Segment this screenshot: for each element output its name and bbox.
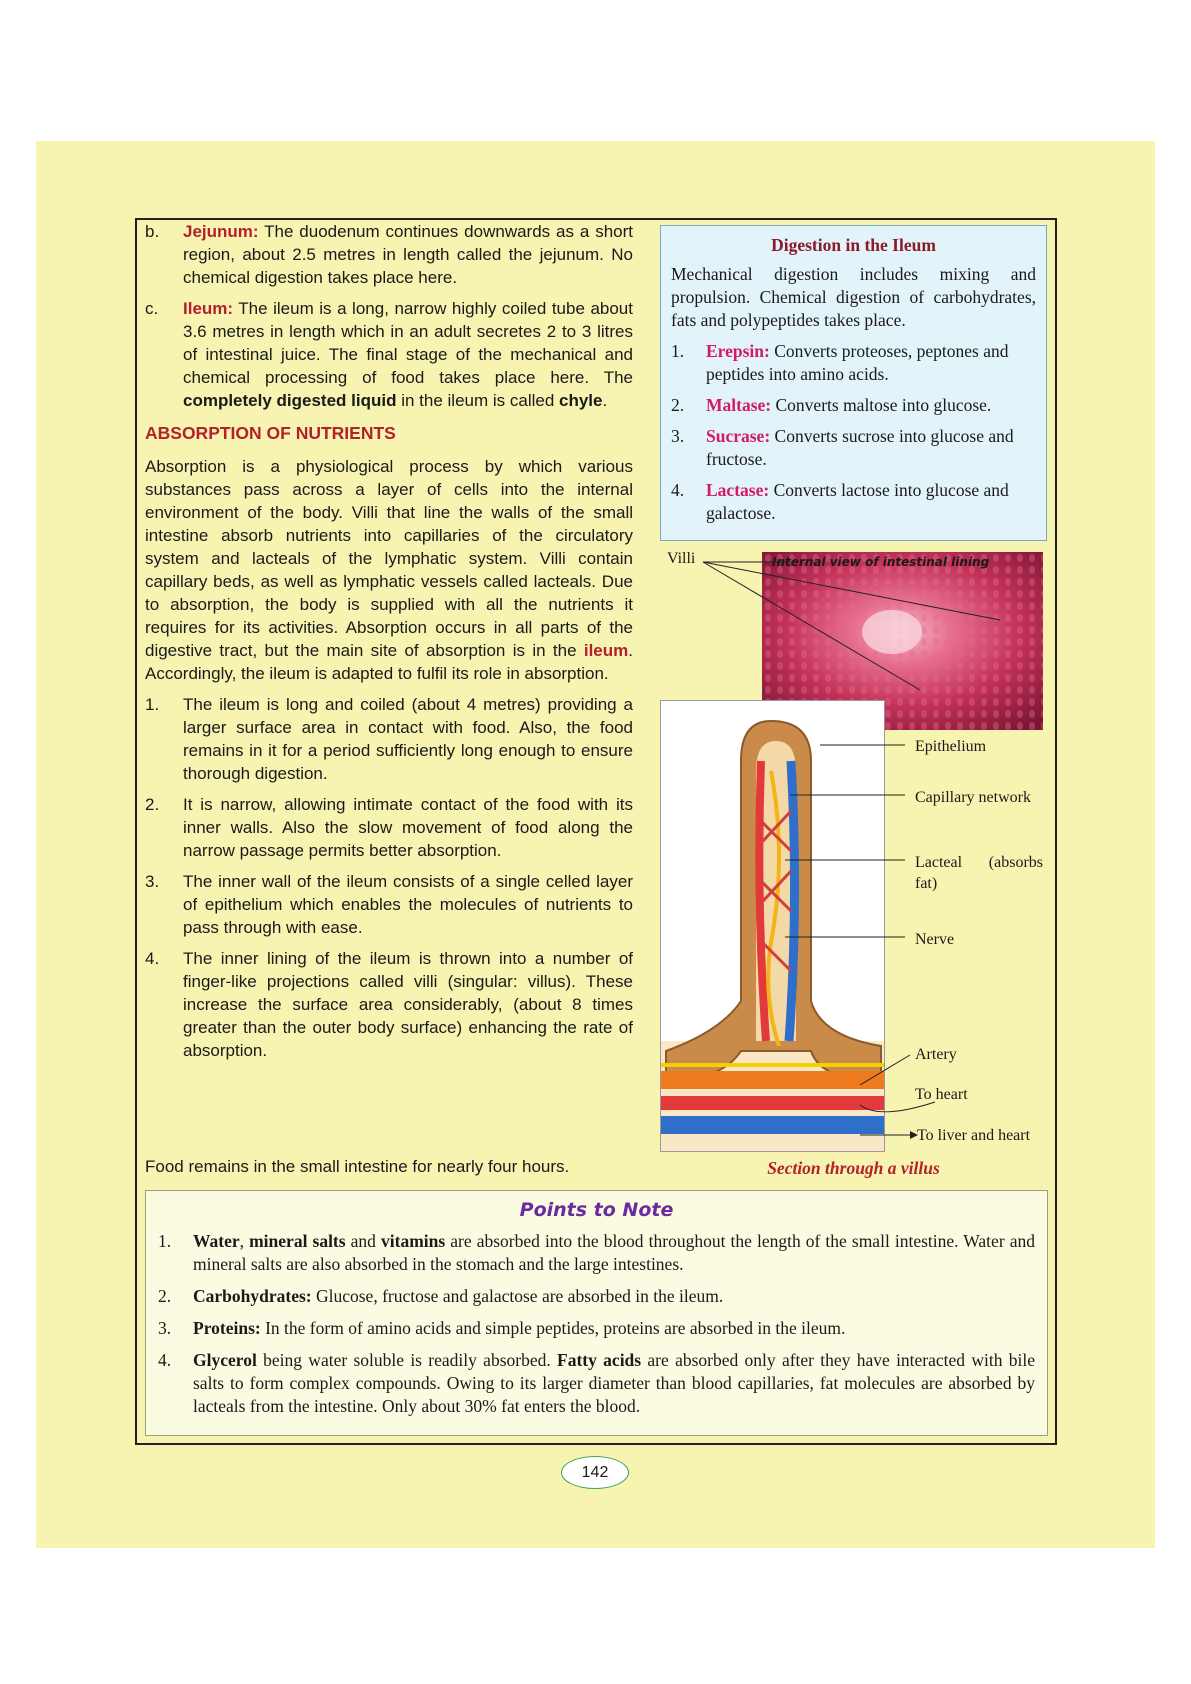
note-bold: Glycerol	[193, 1350, 257, 1370]
note-bold: Carbohydrates:	[193, 1286, 312, 1306]
note-item	[158, 1230, 1035, 1276]
item-text: It is narrow, allowing intimate contact of the food with its inner walls. Also the slow movement of food along the narrow passage permits better absorption.	[183, 795, 633, 860]
note-text: Glucose, fructose and galactose are absorbed in the ileum.	[311, 1286, 724, 1306]
ileum-bold-2: chyle	[559, 391, 603, 410]
item-number: 3.	[671, 426, 685, 446]
note-item	[158, 1349, 1035, 1418]
para-text: Absorption is a physiological process by which various substances pass across a layer of cells into the internal environment of the body. Villi that line the walls of the small intestine absorb nutrients into capillaries of the circulatory system and lacteals of the lymphatic system. Villi contain capillary beds, as well as lymphatic vessels called lacteals. Due to absorption, the body is supplied with all the nutrients it requires for its activities. Absorption occurs in all parts of the digestive tract, but the main site of absorption is in the	[145, 457, 633, 660]
label-epithelium: Epithelium	[915, 738, 987, 755]
enzyme-text: Converts lactose into glucose and galactose.	[706, 480, 1009, 523]
item-letter: b.	[145, 222, 160, 241]
label-to-liver: To liver and heart	[917, 1127, 1031, 1144]
label-artery: Artery	[915, 1046, 957, 1063]
note-text: are absorbed into the blood throughout the length of the small intestine. Water and mineral salts are also absorbed in the stomach and the large intestines.	[193, 1231, 1035, 1274]
note-bold: mineral salts	[249, 1231, 346, 1251]
para-red-term: ileum	[583, 641, 629, 660]
note-bold: vitamins	[381, 1231, 446, 1251]
box-intro: Mechanical digestion includes mixing and propulsion. Chemical digestion of carbohydrates, fats and polypeptides takes place.	[671, 264, 1036, 330]
label-nerve: Nerve	[915, 931, 955, 948]
points-to-note-box	[145, 1190, 1048, 1436]
label-lacteal: Lacteal (absorbs fat)	[915, 854, 1043, 892]
enzyme-text: Converts sucrose into glucose and fructose.	[706, 426, 1014, 469]
ileum-bold-1: completely digested liquid	[183, 391, 397, 410]
photo-caption: Internal view of intestinal lining	[772, 555, 990, 569]
term-ileum: Ileum:	[183, 299, 234, 318]
enzyme-text: Converts proteoses, peptones and peptides into amino acids.	[706, 341, 1009, 384]
term-jejunum: Jejunum:	[183, 222, 259, 241]
figure-caption: Section through a villus	[767, 1158, 940, 1178]
item-number: 2.	[671, 395, 685, 415]
item-text: The inner wall of the ileum consists of a single celled layer of epithelium which enables the molecules of nutrients to pass through with ease.	[183, 872, 633, 937]
closing-sentence: Food remains in the small intestine for nearly four hours.	[145, 1157, 570, 1176]
note-bold: Fatty acids	[557, 1350, 642, 1370]
item-number: 3.	[158, 1318, 172, 1338]
enzyme-name: Erepsin:	[706, 341, 770, 361]
label-capillary-network: Capillary network	[915, 789, 1031, 806]
item-number: 2.	[145, 795, 160, 814]
enzyme-name: Sucrase:	[706, 426, 771, 446]
note-item	[158, 1317, 1035, 1340]
note-text: are absorbed only after they have interacted with bile salts to form complex compounds. Owing to its larger diameter than blood capillaries, fat molecules are absorbed by lacteals from the intestine. Only about 30% fat enters the blood.	[193, 1350, 1035, 1416]
enzyme-name: Maltase:	[706, 395, 772, 415]
item-number: 1.	[145, 695, 160, 714]
note-bold: Water	[193, 1231, 240, 1251]
enzyme-text: Converts maltose into glucose.	[771, 395, 992, 415]
note-item	[158, 1285, 1035, 1308]
ileum-text-1: The ileum is a long, narrow highly coiled tube about 3.6 metres in length which in an adult secretes 2 to 3 litres of intestinal juice. The final stage of the mechanical and chemical processing of food takes place here. The	[183, 299, 633, 387]
note-text: ,	[239, 1231, 250, 1251]
note-text: being water soluble is readily absorbed.	[256, 1350, 558, 1370]
item-text: The ileum is long and coiled (about 4 metres) providing a larger surface area in contact with food. Also, the food remains in it for a period sufficiently long enough to ensure thorough digestion.	[183, 695, 633, 783]
item-number: 1.	[158, 1231, 172, 1251]
label-to-heart: To heart	[915, 1086, 968, 1103]
note-bold: Proteins:	[193, 1318, 261, 1338]
item-number: 3.	[145, 872, 160, 891]
enzyme-name: Lactase:	[706, 480, 770, 500]
page-number: 142	[561, 1456, 629, 1489]
item-number: 4.	[158, 1350, 172, 1370]
box-title: Digestion in the Ileum	[771, 235, 936, 255]
notes-title: Points to Note	[519, 1199, 674, 1221]
villi-label: Villi	[667, 550, 696, 567]
note-text: and	[345, 1231, 381, 1251]
item-number: 4.	[145, 949, 160, 968]
ileum-text-2: in the ileum is called	[396, 391, 560, 410]
item-letter: c.	[145, 299, 159, 318]
jejunum-text: The duodenum continues downwards as a short region, about 2.5 metres in length called the jejunum. No chemical digestion takes place here.	[183, 222, 633, 287]
para-text-end: . Accordingly, the ileum is adapted to fulfil its role in absorption.	[145, 641, 633, 683]
section-heading: ABSORPTION OF NUTRIENTS	[145, 423, 396, 443]
item-text: The inner lining of the ileum is thrown into a number of finger-like projections called villi (singular: villus). These increase the surface area considerably, (about 8 times greater than the outer body surface) enhancing the rate of absorption.	[183, 949, 633, 1060]
item-number: 1.	[671, 341, 685, 361]
item-number: 4.	[671, 480, 685, 500]
note-text: In the form of amino acids and simple peptides, proteins are absorbed in the ileum.	[260, 1318, 846, 1338]
ileum-text-3: .	[602, 391, 608, 410]
item-number: 2.	[158, 1286, 172, 1306]
